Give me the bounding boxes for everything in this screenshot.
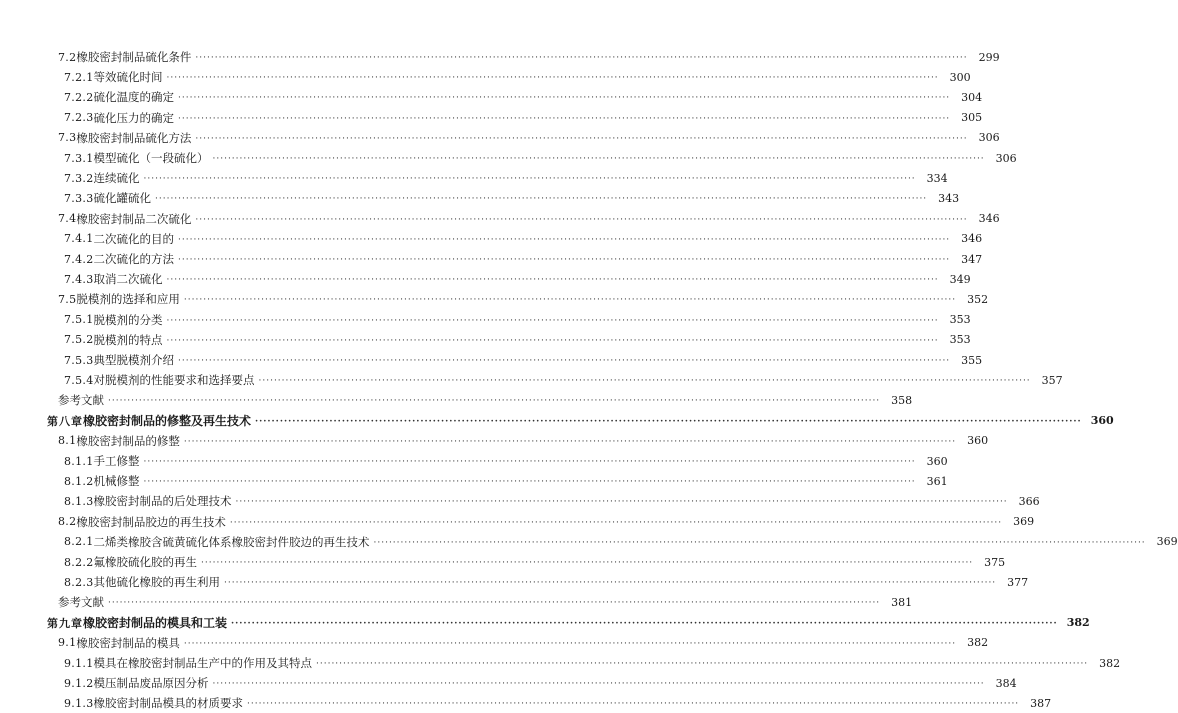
toc-entry-page: 334	[926, 171, 948, 185]
dot-leader: ········································································································································································································	[229, 517, 1003, 528]
toc-entry-number: 7.5.2	[64, 333, 94, 347]
toc-entry-row[interactable]	[58, 592, 913, 612]
toc-entry-number: 7.5.1	[64, 313, 94, 327]
toc-entry-page: 349	[949, 272, 971, 286]
toc-entry-title: 对脱模剂的性能要求和选择要点	[93, 373, 255, 388]
dot-leader: ········································································································································································································	[183, 436, 957, 447]
toc-entry-page: 387	[1030, 696, 1052, 710]
toc-entry-page: 360	[967, 434, 989, 448]
toc-entry-number: 7.3.3	[64, 191, 94, 205]
toc-entry-page: 347	[961, 252, 983, 266]
toc-entry-row[interactable]	[58, 128, 1000, 148]
toc-entry-page: 353	[949, 333, 971, 347]
toc-entry-number: 7.2	[58, 50, 77, 64]
dot-leader: ········································································································································································································	[201, 558, 974, 568]
toc-entry-number: 8.1.3	[64, 494, 94, 508]
toc-entry-page: 360	[926, 454, 948, 468]
dot-leader: ········································································································································································································	[373, 537, 1146, 548]
toc-entry-row[interactable]	[64, 673, 1017, 693]
dot-leader: ········································································································································································································	[166, 315, 939, 326]
toc-entry-number: 9.1.3	[64, 696, 94, 710]
toc-entry-title: 脱模剂的特点	[93, 332, 163, 347]
toc-entry-page: 299	[978, 50, 1000, 64]
dot-leader: ········································································································································································································	[231, 618, 1058, 629]
dot-leader: ········································································································································································································	[255, 416, 1082, 427]
dot-leader: ········································································································································································································	[178, 93, 951, 104]
toc-entry-title: 参考文献	[58, 595, 104, 610]
toc-entry-title: 等效硫化时间	[93, 70, 163, 85]
toc-entry-row[interactable]	[64, 552, 1006, 572]
toc-entry-page: 361	[926, 474, 948, 488]
toc-entry-number: 9.1	[58, 636, 77, 650]
toc-entry-title: 二次硫化的目的	[93, 231, 174, 246]
toc-entry-page: 360	[1090, 414, 1114, 428]
dot-leader: ········································································································································································································	[108, 598, 881, 609]
toc-entry-number: 8.2.2	[64, 555, 94, 569]
toc-entry-number: 8.2.3	[64, 575, 94, 589]
toc-entry-row[interactable]	[58, 512, 1035, 532]
dot-leader: ········································································································································································································	[143, 477, 916, 488]
toc-entry-title: 橡胶密封制品的后处理技术	[93, 494, 232, 509]
toc-entry-title: 脱模剂的选择和应用	[76, 292, 180, 307]
toc-entry-title: 手工修整	[93, 454, 140, 468]
dot-leader: ········································································································································································································	[195, 214, 968, 225]
toc-entry-title: 硫化温度的确定	[93, 90, 174, 105]
toc-entry-page: 300	[949, 70, 971, 84]
dot-leader: ········································································································································································································	[195, 133, 968, 144]
toc-entry-title: 橡胶密封制品的修整	[76, 433, 180, 448]
toc-entry-row[interactable]	[58, 431, 989, 451]
toc-entry-page: 381	[891, 595, 913, 609]
toc-entry-number: 第八章	[47, 414, 83, 428]
dot-leader: ········································································································································································································	[224, 578, 997, 589]
toc-entry-page: 382	[967, 636, 989, 650]
toc-entry-number: 7.5	[58, 292, 77, 306]
toc-entry-row[interactable]	[64, 491, 1040, 511]
toc-entry-title: 橡胶密封制品模具的材质要求	[93, 696, 243, 711]
toc-entry-row[interactable]	[64, 108, 983, 128]
dot-leader: ········································································································································································································	[212, 679, 985, 690]
toc-entry-row[interactable]	[64, 693, 1052, 713]
toc-entry-row[interactable]	[58, 390, 913, 410]
toc-entry-number: 7.3.1	[64, 151, 94, 165]
dot-leader: ········································································································································································································	[178, 356, 951, 366]
toc-entry-title: 脱模剂的分类	[93, 312, 163, 327]
toc-entry-number: 7.4.1	[64, 232, 94, 246]
toc-entry-row[interactable]	[64, 451, 948, 471]
dot-leader: ········································································································································································································	[212, 154, 985, 164]
toc-entry-page: 352	[967, 292, 989, 306]
toc-entry-page: 382	[1099, 656, 1121, 670]
toc-entry-title: 硫化罐硫化	[93, 191, 151, 206]
toc-entry-page: 382	[1066, 616, 1090, 630]
toc-entry-number: 7.3	[58, 131, 77, 145]
toc-entry-title: 橡胶密封制品硫化方法	[76, 130, 192, 145]
toc-entry-title: 橡胶密封制品二次硫化	[76, 211, 192, 226]
toc-entry-title: 典型脱模剂介绍	[93, 353, 174, 367]
toc-chapter-row[interactable]	[47, 411, 1114, 431]
toc-entry-number: 7.5.3	[64, 353, 94, 367]
toc-entry-row[interactable]	[64, 269, 971, 289]
toc-entry-row[interactable]	[64, 572, 1029, 592]
toc-entry-row[interactable]	[64, 471, 948, 491]
toc-entry-page: 384	[995, 676, 1017, 690]
toc-entry-row[interactable]	[64, 67, 971, 87]
toc-entry-title: 橡胶密封制品的模具和工装	[83, 616, 228, 631]
dot-leader: ········································································································································································································	[316, 659, 1089, 669]
dot-leader: ········································································································································································································	[155, 194, 928, 205]
toc-entry-number: 7.4	[58, 212, 77, 226]
toc-entry-row[interactable]	[64, 249, 983, 269]
toc-entry-page: 353	[949, 313, 971, 327]
toc-entry-page: 369	[1156, 535, 1178, 549]
dot-leader: ········································································································································································································	[195, 53, 968, 63]
dot-leader: ········································································································································································································	[235, 497, 1008, 508]
toc-entry-number: 9.1.1	[64, 656, 94, 670]
toc-entry-page: 343	[938, 191, 960, 205]
dot-leader: ········································································································································································································	[166, 73, 939, 84]
toc-entry-title: 橡胶密封制品的修整及再生技术	[83, 414, 252, 429]
toc-entry-title: 硫化压力的确定	[93, 110, 174, 125]
toc-entry-row[interactable]	[58, 289, 989, 309]
toc-entry-page: 369	[1013, 515, 1035, 529]
toc-entry-number: 7.2.2	[64, 90, 94, 104]
toc-entry-number: 7.3.2	[64, 171, 94, 185]
toc-entry-number: 8.1.2	[64, 474, 94, 488]
toc-entry-number: 7.4.3	[64, 272, 94, 286]
toc-entry-number: 第九章	[47, 616, 83, 630]
toc-entry-page: 355	[961, 353, 983, 367]
toc-entry-number: 7.5.4	[64, 373, 94, 387]
dot-leader: ········································································································································································································	[178, 234, 951, 245]
toc-entry-title: 连续硫化	[93, 171, 140, 186]
toc-entry-title: 模型硫化（一段硫化）	[93, 151, 209, 165]
toc-entry-page: 357	[1041, 373, 1063, 387]
toc-entry-row[interactable]	[58, 47, 1000, 67]
toc-entry-page: 304	[961, 90, 983, 104]
toc-entry-page: 346	[978, 212, 1000, 226]
toc-entry-row[interactable]	[64, 229, 983, 249]
toc-entry-title: 橡胶密封制品胶边的再生技术	[76, 514, 226, 529]
toc-entry-title: 其他硫化橡胶的再生利用	[93, 575, 220, 590]
toc-entry-title: 二烯类橡胶含硫黄硫化体系橡胶密封件胶边的再生技术	[93, 534, 370, 549]
toc-entry-row[interactable]	[64, 168, 948, 188]
toc-entry-row[interactable]	[64, 188, 960, 208]
toc-entry-title: 模具在橡胶密封制品生产中的作用及其特点	[93, 656, 312, 670]
dot-leader: ········································································································································································································	[178, 255, 951, 265]
toc-entry-title: 橡胶密封制品硫化条件	[76, 50, 192, 64]
toc-entry-title: 取消二次硫化	[93, 272, 163, 287]
toc-entry-number: 9.1.2	[64, 676, 94, 690]
toc-entry-title: 机械修整	[93, 474, 140, 489]
toc-entry-page: 305	[961, 111, 983, 125]
toc-entry-row[interactable]	[58, 209, 1000, 229]
toc-entry-row[interactable]	[58, 633, 989, 653]
dot-leader: ········································································································································································································	[183, 638, 957, 649]
dot-leader: ········································································································································································································	[166, 275, 939, 286]
toc-entry-row[interactable]	[64, 370, 1063, 390]
toc-entry-page: 358	[891, 393, 913, 407]
toc-entry-row[interactable]	[64, 87, 983, 107]
toc-entry-title: 橡胶密封制品的模具	[76, 635, 180, 650]
dot-leader: ········································································································································································································	[108, 396, 881, 407]
toc-entry-title: 二次硫化的方法	[93, 252, 174, 266]
toc-entry-page: 346	[961, 232, 983, 246]
toc-entry-number: 8.1	[58, 434, 77, 448]
toc-entry-number: 8.1.1	[64, 454, 94, 468]
dot-leader: ········································································································································································································	[258, 376, 1031, 387]
toc-entry-number: 8.2.1	[64, 535, 94, 549]
toc-entry-title: 参考文献	[58, 393, 104, 408]
toc-entry-title: 氟橡胶硫化胶的再生	[93, 555, 197, 569]
toc-entry-page: 306	[978, 131, 1000, 145]
toc-entry-number: 7.2.1	[64, 70, 94, 84]
toc-entry-row[interactable]	[64, 350, 983, 370]
toc-entry-page: 375	[984, 555, 1006, 569]
toc-entry-number: 7.4.2	[64, 252, 94, 266]
dot-leader: ········································································································································································································	[178, 113, 951, 124]
toc-entry-page: 366	[1018, 494, 1040, 508]
toc-entry-number: 7.2.3	[64, 111, 94, 125]
dot-leader: ········································································································································································································	[143, 174, 916, 185]
toc-entry-row[interactable]	[64, 532, 1178, 552]
dot-leader: ········································································································································································································	[183, 295, 957, 306]
dot-leader: ········································································································································································································	[143, 457, 916, 467]
toc-entry-page: 306	[995, 151, 1017, 165]
dot-leader: ········································································································································································································	[247, 699, 1020, 710]
toc-entry-row[interactable]	[64, 310, 971, 330]
toc-entry-row[interactable]	[64, 330, 971, 350]
toc-entry-row[interactable]	[64, 148, 1017, 168]
toc-entry-row[interactable]	[64, 653, 1121, 673]
dot-leader: ········································································································································································································	[166, 335, 939, 346]
toc-entry-title: 模压制品废品原因分析	[93, 676, 209, 691]
toc-entry-page: 377	[1007, 575, 1029, 589]
toc-chapter-row[interactable]	[47, 613, 1090, 633]
toc-entry-number: 8.2	[58, 515, 77, 529]
